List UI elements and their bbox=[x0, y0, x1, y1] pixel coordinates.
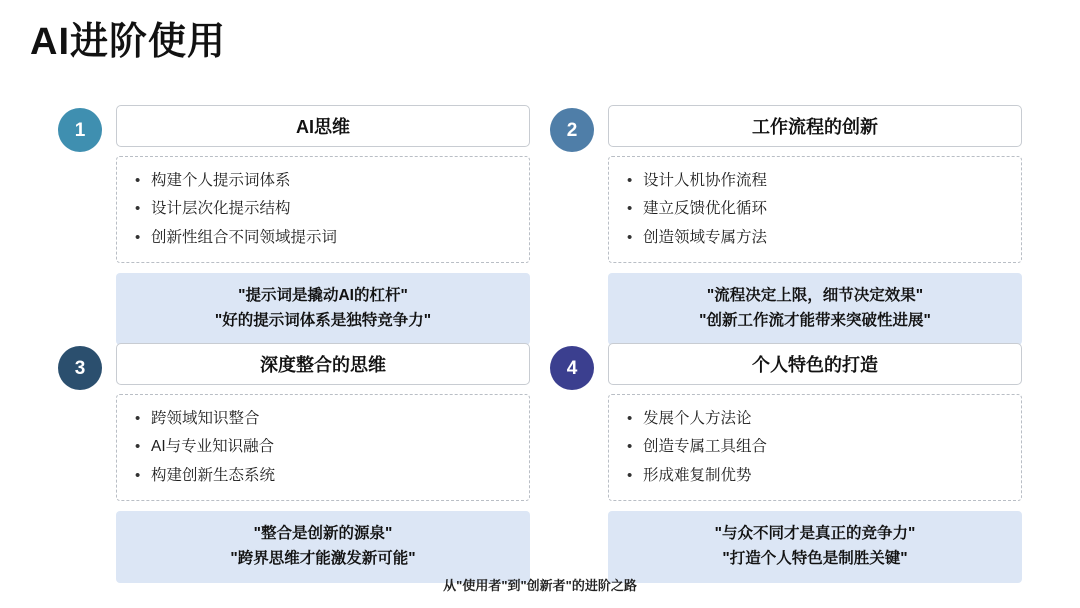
quote-line: "提示词是撬动AI的杠杆" bbox=[238, 287, 408, 305]
card-4-number-badge: 4 bbox=[550, 346, 594, 390]
bullet-icon: • bbox=[135, 466, 141, 484]
list-item bbox=[135, 408, 515, 430]
card-1-quote-box bbox=[116, 273, 530, 345]
bullet-icon: • bbox=[135, 200, 141, 218]
bullet-icon: • bbox=[627, 410, 633, 427]
card-3-quote-box bbox=[116, 511, 530, 583]
card-2-number-badge: 2 bbox=[550, 108, 594, 152]
card-1-number-badge: 1 bbox=[58, 108, 102, 152]
list-item-label: 跨领域知识整合 bbox=[151, 410, 260, 427]
bullet-icon: • bbox=[135, 228, 141, 246]
card-grid bbox=[58, 105, 1022, 571]
card-1-title: AI思维 bbox=[116, 105, 530, 147]
card-2 bbox=[550, 105, 1022, 333]
bullet-icon: • bbox=[627, 200, 633, 218]
list-item-label: 创新性组合不同领域提示词 bbox=[151, 228, 338, 246]
card-1-bullet-list bbox=[116, 156, 530, 263]
list-item bbox=[135, 465, 515, 487]
list-item bbox=[135, 198, 515, 220]
list-item bbox=[135, 170, 515, 192]
quote-line: "流程决定上限，细节决定效果" bbox=[706, 287, 924, 305]
quote-line: "跨界思维才能激发新可能" bbox=[230, 550, 416, 568]
list-item bbox=[135, 227, 515, 249]
bullet-icon: • bbox=[627, 438, 633, 456]
list-item-label: 构建个人提示词体系 bbox=[151, 172, 291, 189]
card-1 bbox=[58, 105, 530, 333]
card-3-number-badge: 3 bbox=[58, 346, 102, 390]
card-4-bullet-list bbox=[608, 394, 1022, 501]
list-item-label: 发展个人方法论 bbox=[643, 410, 752, 427]
list-item-label: 形成难复制优势 bbox=[643, 466, 752, 484]
card-2-quote-box bbox=[608, 273, 1022, 345]
list-item-label: 创造领域专属方法 bbox=[643, 228, 768, 246]
list-item bbox=[627, 465, 1007, 487]
list-item-label: 设计人机协作流程 bbox=[643, 172, 768, 189]
card-4-quote-box bbox=[608, 511, 1022, 583]
quote-line: "打造个人特色是制胜关键" bbox=[722, 550, 908, 568]
slide-footer-caption: 从"使用者"到"创新者"的进阶之路 bbox=[443, 578, 637, 593]
bullet-icon: • bbox=[135, 172, 141, 189]
bullet-icon: • bbox=[627, 228, 633, 246]
list-item-label: 建立反馈优化循环 bbox=[643, 200, 768, 218]
quote-line: "与众不同才是真正的竞争力" bbox=[714, 525, 916, 543]
card-4-title: 个人特色的打造 bbox=[608, 343, 1022, 385]
card-2-bullet-list bbox=[608, 156, 1022, 263]
list-item bbox=[627, 170, 1007, 192]
quote-line: "创新工作流才能带来突破性进展" bbox=[699, 312, 931, 330]
card-3 bbox=[58, 343, 530, 571]
card-2-title: 工作流程的创新 bbox=[608, 105, 1022, 147]
bullet-icon: • bbox=[627, 466, 633, 484]
card-3-title: 深度整合的思维 bbox=[116, 343, 530, 385]
quote-line: "好的提示词体系是独特竞争力" bbox=[214, 312, 432, 330]
list-item bbox=[627, 198, 1007, 220]
list-item-label: 构建创新生态系统 bbox=[151, 466, 276, 484]
bullet-icon: • bbox=[627, 172, 633, 189]
list-item bbox=[627, 227, 1007, 249]
bullet-icon: • bbox=[135, 438, 141, 456]
list-item bbox=[627, 436, 1007, 458]
list-item-label: AI与专业知识融合 bbox=[151, 438, 275, 456]
page-title: AI进阶使用 bbox=[30, 21, 227, 63]
bullet-icon: • bbox=[135, 410, 141, 427]
list-item-label: 创造专属工具组合 bbox=[643, 438, 768, 456]
list-item bbox=[627, 408, 1007, 430]
card-3-bullet-list bbox=[116, 394, 530, 501]
card-4 bbox=[550, 343, 1022, 571]
list-item-label: 设计层次化提示结构 bbox=[151, 200, 291, 218]
quote-line: "整合是创新的源泉" bbox=[253, 525, 393, 543]
list-item bbox=[135, 436, 515, 458]
